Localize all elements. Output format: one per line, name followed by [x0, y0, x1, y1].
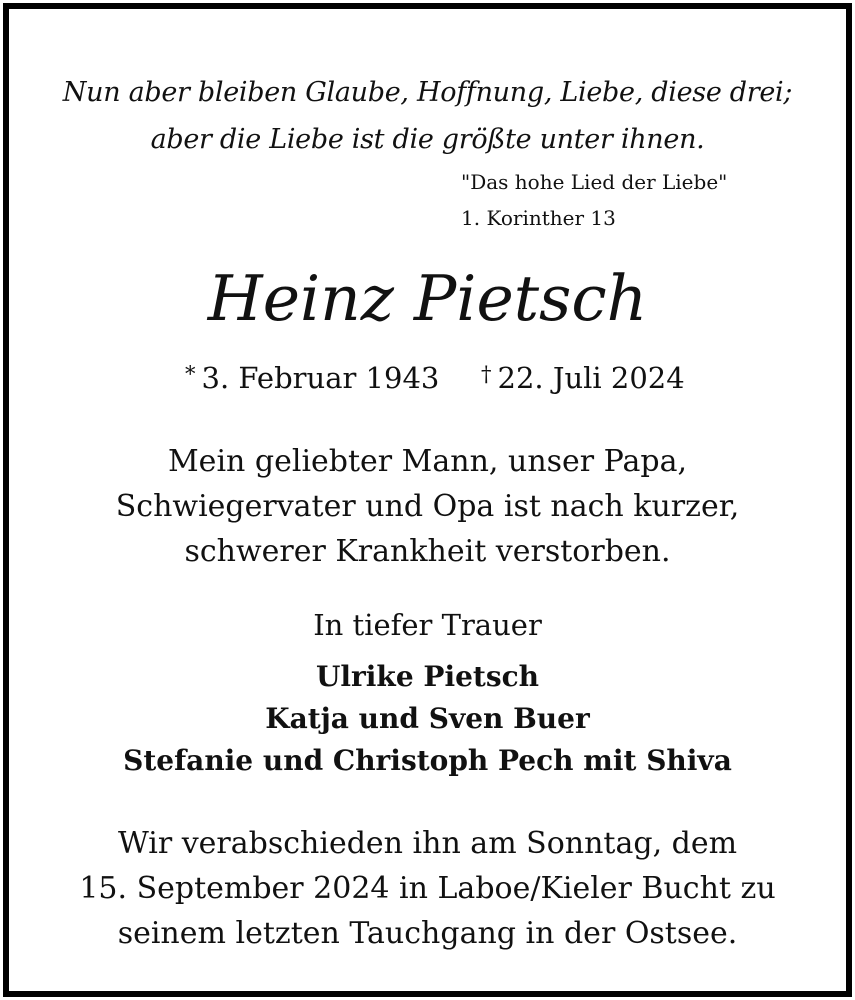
- announcement-line-1: Mein geliebter Mann, unser Papa,: [167, 444, 688, 479]
- birth-date-text: 3. Februar 1943: [201, 361, 440, 395]
- farewell-line-3: seinem letzten Tauchgang in der Ostsee.: [117, 916, 738, 951]
- death-date-text: 22. Juli 2024: [497, 361, 685, 395]
- mourning-label: In tiefer Trauer: [313, 608, 542, 642]
- announcement-line-3: schwerer Krankheit verstorben.: [184, 534, 671, 569]
- mourner-2: Katja und Sven Buer: [265, 702, 590, 735]
- farewell-line-1: Wir verabschieden ihn am Sonntag, dem: [117, 826, 738, 861]
- farewell-line-2: 15. September 2024 in Laboe/Kieler Bucht zu: [79, 871, 776, 906]
- birth-date: [185, 361, 440, 395]
- birth-symbol: *: [185, 362, 196, 386]
- bible-quote-line-1: Nun aber bleiben Glaube, Hoffnung, Liebe, diese drei;: [62, 77, 793, 108]
- bible-quote-line-2: aber die Liebe ist die größte unter ihnen.: [150, 124, 705, 155]
- quote-source-title: "Das hohe Lied der Liebe": [461, 170, 728, 194]
- announcement-line-2: Schwiegervater und Opa ist nach kurzer,: [115, 489, 740, 524]
- mourner-3: Stefanie und Christoph Pech mit Shiva: [123, 744, 732, 777]
- mourner-1: Ulrike Pietsch: [315, 660, 539, 693]
- death-date: [481, 361, 685, 395]
- quote-source-reference: 1. Korinther 13: [461, 206, 616, 230]
- deceased-name: Heinz Pietsch: [207, 262, 648, 335]
- obituary-notice: [3, 3, 852, 997]
- death-symbol: †: [481, 362, 492, 386]
